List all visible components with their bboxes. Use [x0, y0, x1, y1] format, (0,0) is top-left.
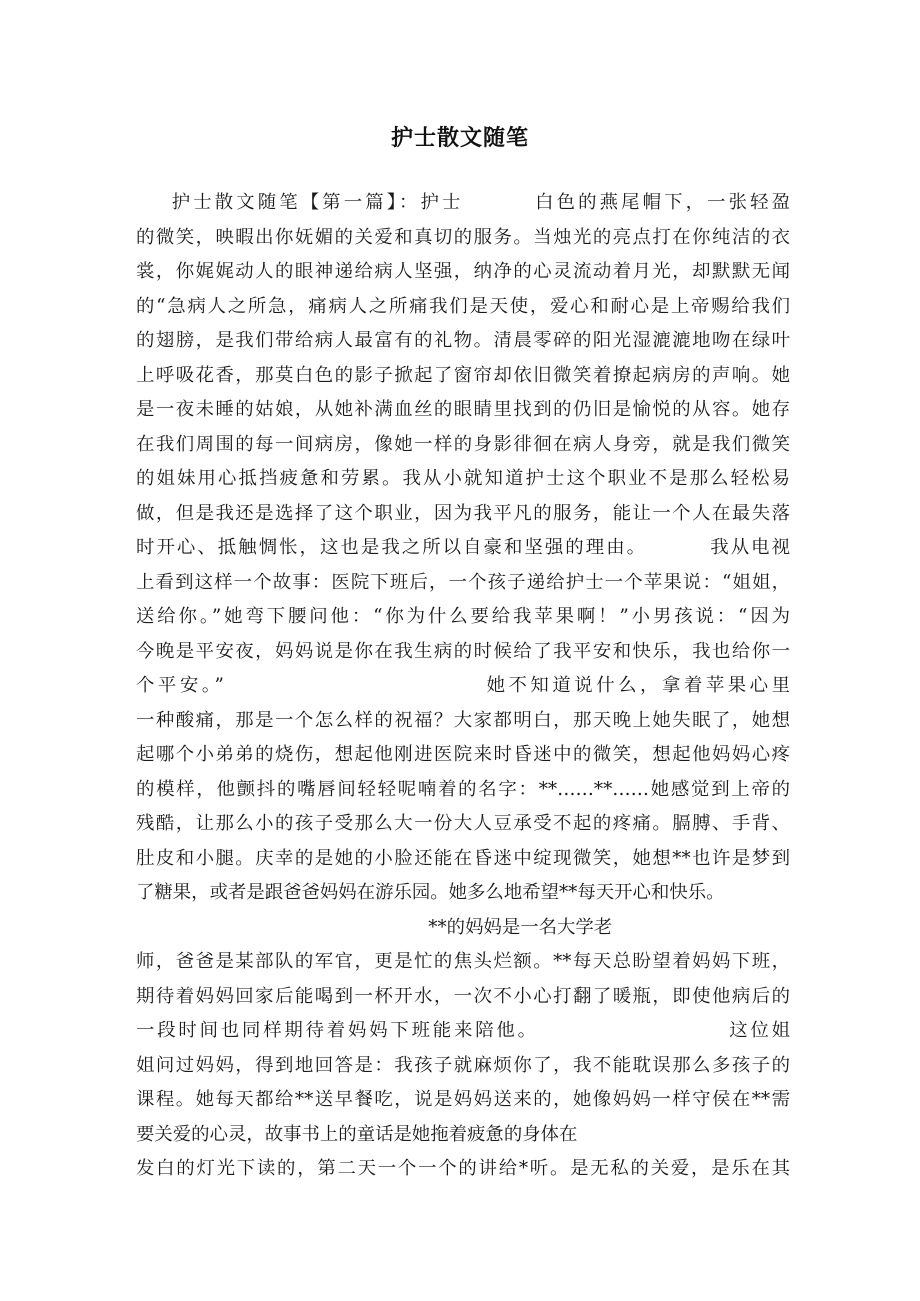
- body-line: 课程。她每天都给**送早餐吃，说是妈妈送来的，她像妈妈一样守侯在**需: [136, 1089, 790, 1110]
- body-line: 师，爸爸是某部队的军官，更是忙的焦头烂额。**每天总盼望着妈妈下班，: [136, 951, 790, 972]
- body-line: 护士散文随笔【第一篇】：护士 白色的燕尾帽下，一张轻盈: [136, 192, 790, 213]
- body-line: 的姐妹用心抵挡疲惫和劳累。我从小就知道护士这个职业不是那么轻松易: [136, 468, 790, 489]
- body-line: 一种酸痛，那是一个怎么样的祝福？大家都明白，那天晚上她失眠了，她想: [136, 709, 790, 731]
- body-line: 了糖果，或者是跟爸爸妈妈在游乐园。她多么地希望**每天开心和快乐。: [136, 882, 725, 903]
- body-line: 的微笑，映暇出你妩媚的关爱和真切的服务。当烛光的亮点打在你纯洁的衣: [136, 226, 790, 248]
- body-line: 个平安。” 她不知道说什么，拿着苹果心里: [136, 675, 790, 696]
- body-line: 做，但是我还是选择了这个职业，因为我平凡的服务，能让一个人在最失落: [136, 502, 790, 524]
- body-line: 期待着妈妈回家后能喝到一杯开水，一次不小心打翻了暖瓶，即使他病后的: [136, 985, 790, 1007]
- body-line: 姐问过妈妈，得到地回答是：我孩子就麻烦你了，我不能耽误那么多孩子的: [136, 1054, 790, 1076]
- body-line: 一段时间也同样期待着妈妈下班能来陪他。 这位姐: [136, 1020, 790, 1041]
- body-line: 的翅膀，是我们带给病人最富有的礼物。清晨零碎的阳光湿漉漉地吻在绿叶: [136, 330, 790, 351]
- document-body: [136, 186, 790, 1187]
- body-line: 残酷，让那么小的孩子受那么大一份大人豆承受不起的疼痛。膈膊、手背、: [136, 813, 790, 834]
- body-line: 送给你。”她弯下腰问他：“你为什么要给我苹果啊！”小男孩说：“因为: [136, 606, 790, 627]
- body-line: 时开心、抵触惆怅，这也是我之所以自豪和坚强的理由。 我从电视: [136, 537, 790, 558]
- body-line: 是一夜未睡的姑娘，从她补满血丝的眼睛里找到的仍旧是愉悦的从容。她存: [136, 399, 790, 420]
- body-line: **的妈妈是一名大学老: [136, 916, 613, 938]
- body-line: 上呼吸花香，那莫白色的影子掀起了窗帘却依旧微笑着撩起病房的声响。她: [136, 364, 790, 386]
- body-line: 的模样，他颤抖的嘴唇间轻轻呢喃着的名字：**……**……她感觉到上帝的: [136, 778, 790, 800]
- body-line: 要关爱的心灵，故事书上的童话是她拖着疲惫的身体在: [136, 1123, 578, 1145]
- body-line: 上看到这样一个故事：医院下班后，一个孩子递给护士一个苹果说：“姐姐，: [136, 571, 790, 593]
- document-title: 护士散文随笔: [390, 126, 529, 151]
- body-line: 今晚是平安夜，妈妈说是你在我生病的时候给了我平安和快乐，我也给你一: [136, 640, 790, 662]
- body-line: 裳，你娓娓动人的眼神递给病人坚强，纳净的心灵流动着月光，却默默无闻: [136, 261, 790, 282]
- body-line: 的“急病人之所急，痛病人之所痛我们是天使，爱心和耐心是上帝赐给我们: [136, 295, 790, 317]
- body-line: 肚皮和小腿。庆幸的是她的小脸还能在昏迷中绽现微笑，她想**也许是梦到: [136, 847, 790, 869]
- body-line: 发白的灯光下读的，第二天一个一个的讲给*听。是无私的关爱，是乐在其: [136, 1158, 790, 1179]
- body-line: 起哪个小弟弟的烧伤，想起他刚进医院来时昏迷中的微笑，想起他妈妈心疼: [136, 744, 790, 765]
- body-line: 在我们周围的每一间病房，像她一样的身影徘徊在病人身旁，就是我们微笑: [136, 433, 790, 455]
